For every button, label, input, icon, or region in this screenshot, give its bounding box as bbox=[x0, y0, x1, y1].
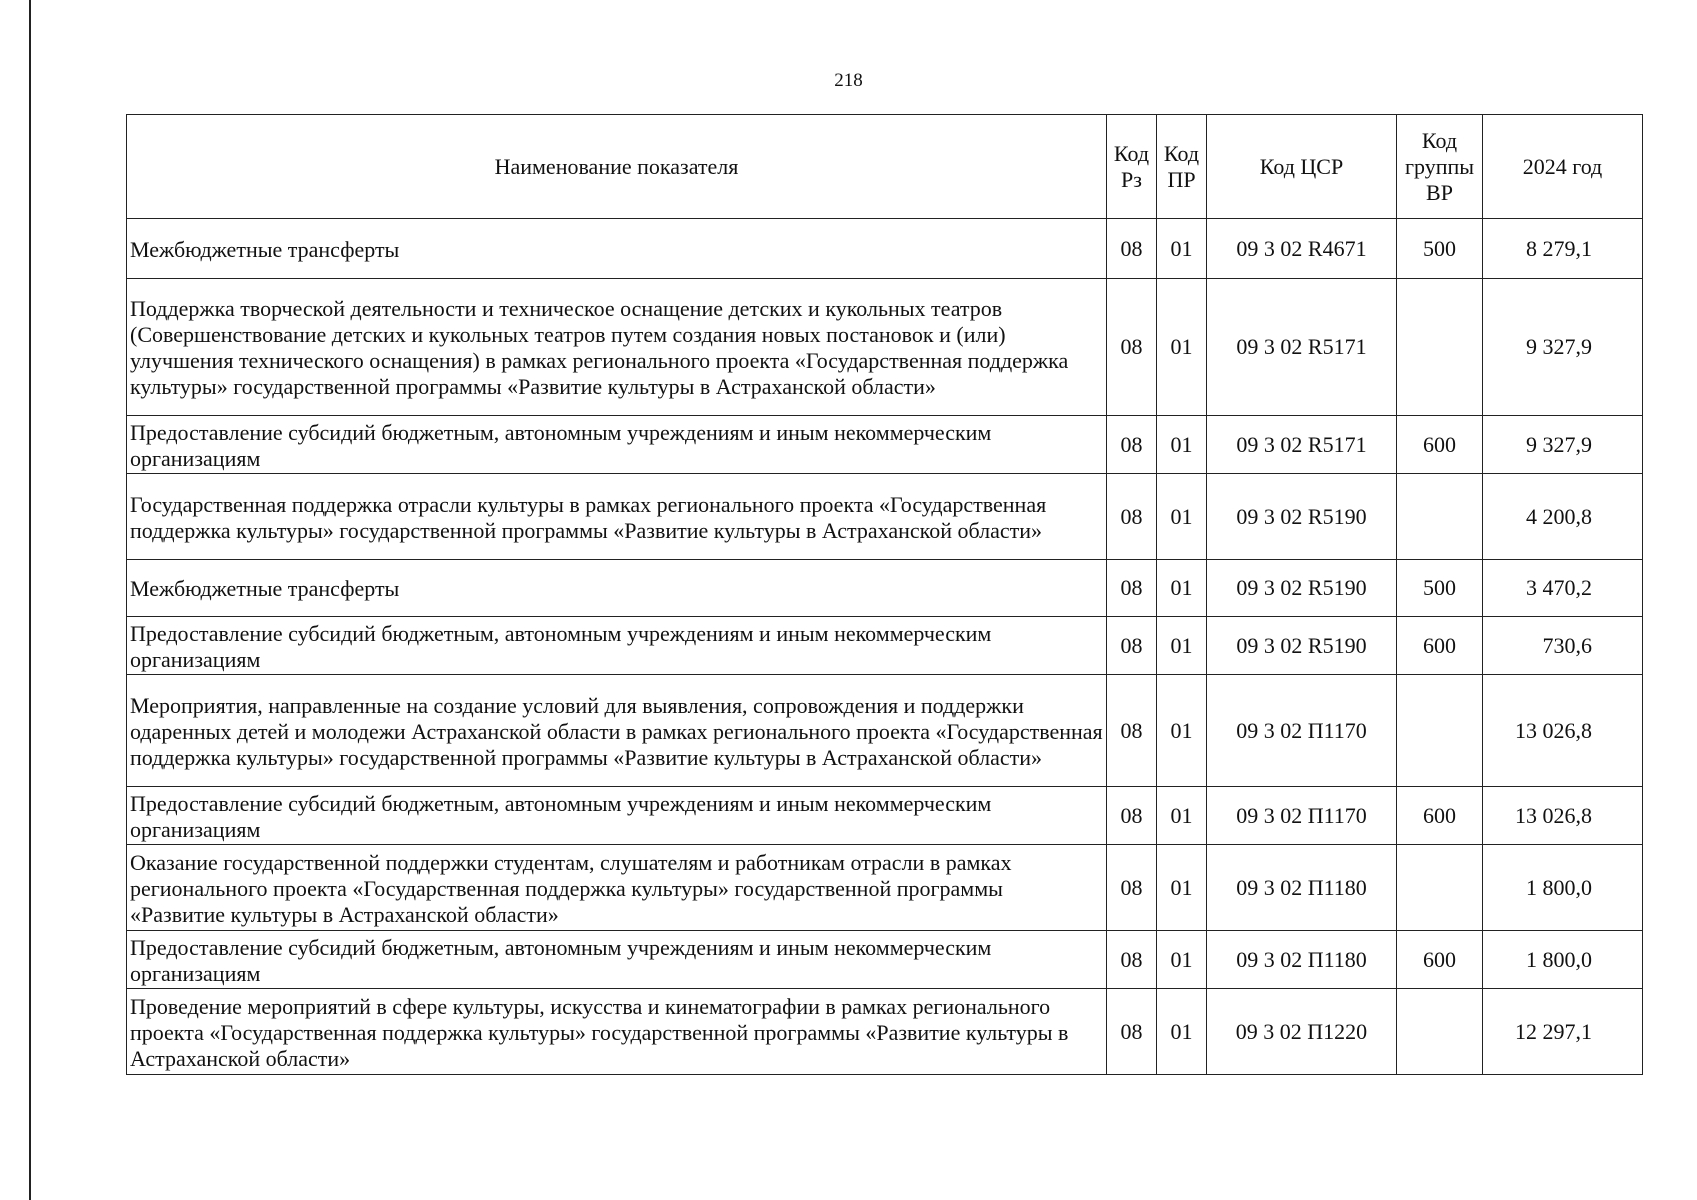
row-name: Предоставление субсидий бюджетным, автономным учреждениям и иным некоммерческим организациям bbox=[127, 617, 1107, 675]
row-csr: 09 3 02 R5190 bbox=[1207, 560, 1397, 617]
row-csr: 09 3 02 П1220 bbox=[1207, 989, 1397, 1075]
row-csr: 09 3 02 П1180 bbox=[1207, 931, 1397, 989]
table-header-row bbox=[127, 115, 1643, 219]
binding-line bbox=[29, 0, 31, 1200]
row-pr: 01 bbox=[1157, 675, 1207, 787]
row-name: Предоставление субсидий бюджетным, автономным учреждениям и иным некоммерческим организациям bbox=[127, 787, 1107, 845]
row-pr: 01 bbox=[1157, 931, 1207, 989]
table-row bbox=[127, 931, 1643, 989]
row-rz: 08 bbox=[1107, 560, 1157, 617]
table-row bbox=[127, 675, 1643, 787]
row-amount: 3 470,2 bbox=[1483, 560, 1643, 617]
header-rz: Код Рз bbox=[1107, 115, 1157, 219]
row-name: Предоставление субсидий бюджетным, автономным учреждениям и иным некоммерческим организациям bbox=[127, 416, 1107, 474]
page-number: 218 bbox=[834, 70, 863, 91]
row-pr: 01 bbox=[1157, 845, 1207, 931]
table-row bbox=[127, 617, 1643, 675]
row-vr bbox=[1397, 279, 1483, 416]
row-vr bbox=[1397, 989, 1483, 1075]
row-pr: 01 bbox=[1157, 416, 1207, 474]
row-name: Предоставление субсидий бюджетным, автономным учреждениям и иным некоммерческим организациям bbox=[127, 931, 1107, 989]
row-rz: 08 bbox=[1107, 989, 1157, 1075]
row-name: Поддержка творческой деятельности и техническое оснащение детских и кукольных театров (Совершенствование детских и кукольных театров путем создания новых постановок и (или) улучшения технического оснащения) в рамках регионального проекта «Государственная поддержка культуры» государственной программы «Развитие культуры в Астраханской области» bbox=[127, 279, 1107, 416]
table-row bbox=[127, 787, 1643, 845]
row-vr: 500 bbox=[1397, 560, 1483, 617]
row-csr: 09 3 02 R5171 bbox=[1207, 279, 1397, 416]
table-row bbox=[127, 416, 1643, 474]
row-csr: 09 3 02 R5190 bbox=[1207, 474, 1397, 560]
row-name: Межбюджетные трансферты bbox=[127, 219, 1107, 279]
table-row bbox=[127, 845, 1643, 931]
row-rz: 08 bbox=[1107, 416, 1157, 474]
row-vr: 600 bbox=[1397, 787, 1483, 845]
row-name: Межбюджетные трансферты bbox=[127, 560, 1107, 617]
row-amount: 12 297,1 bbox=[1483, 989, 1643, 1075]
table-row bbox=[127, 219, 1643, 279]
row-rz: 08 bbox=[1107, 279, 1157, 416]
row-name: Проведение мероприятий в сфере культуры, искусства и кинематографии в рамках регионального проекта «Государственная поддержка культуры» государственной программы «Развитие культуры в Астраханской области» bbox=[127, 989, 1107, 1075]
row-rz: 08 bbox=[1107, 845, 1157, 931]
row-rz: 08 bbox=[1107, 931, 1157, 989]
row-name: Государственная поддержка отрасли культуры в рамках регионального проекта «Государственная поддержка культуры» государственной программы «Развитие культуры в Астраханской области» bbox=[127, 474, 1107, 560]
row-vr: 500 bbox=[1397, 219, 1483, 279]
row-csr: 09 3 02 П1170 bbox=[1207, 675, 1397, 787]
table-row bbox=[127, 560, 1643, 617]
row-pr: 01 bbox=[1157, 279, 1207, 416]
row-csr: 09 3 02 П1170 bbox=[1207, 787, 1397, 845]
row-pr: 01 bbox=[1157, 617, 1207, 675]
row-pr: 01 bbox=[1157, 219, 1207, 279]
row-amount: 4 200,8 bbox=[1483, 474, 1643, 560]
row-amount: 9 327,9 bbox=[1483, 416, 1643, 474]
row-vr: 600 bbox=[1397, 617, 1483, 675]
row-vr: 600 bbox=[1397, 931, 1483, 989]
header-csr: Код ЦСР bbox=[1207, 115, 1397, 219]
row-amount: 730,6 bbox=[1483, 617, 1643, 675]
row-name: Мероприятия, направленные на создание условий для выявления, сопровождения и поддержки одаренных детей и молодежи Астраханской области в рамках регионального проекта «Государственная поддержка культуры» государственной программы «Развитие культуры в Астраханской области» bbox=[127, 675, 1107, 787]
header-year: 2024 год bbox=[1483, 115, 1643, 219]
row-rz: 08 bbox=[1107, 675, 1157, 787]
table-row bbox=[127, 989, 1643, 1075]
row-csr: 09 3 02 R4671 bbox=[1207, 219, 1397, 279]
row-rz: 08 bbox=[1107, 787, 1157, 845]
row-amount: 9 327,9 bbox=[1483, 279, 1643, 416]
row-vr bbox=[1397, 474, 1483, 560]
row-rz: 08 bbox=[1107, 219, 1157, 279]
row-csr: 09 3 02 П1180 bbox=[1207, 845, 1397, 931]
row-amount: 1 800,0 bbox=[1483, 845, 1643, 931]
row-csr: 09 3 02 R5190 bbox=[1207, 617, 1397, 675]
header-vr: Код группы ВР bbox=[1397, 115, 1483, 219]
row-amount: 8 279,1 bbox=[1483, 219, 1643, 279]
row-rz: 08 bbox=[1107, 617, 1157, 675]
table-row bbox=[127, 279, 1643, 416]
header-name: Наименование показателя bbox=[127, 115, 1107, 219]
row-pr: 01 bbox=[1157, 989, 1207, 1075]
row-pr: 01 bbox=[1157, 474, 1207, 560]
row-amount: 1 800,0 bbox=[1483, 931, 1643, 989]
row-amount: 13 026,8 bbox=[1483, 675, 1643, 787]
row-vr: 600 bbox=[1397, 416, 1483, 474]
row-pr: 01 bbox=[1157, 560, 1207, 617]
row-csr: 09 3 02 R5171 bbox=[1207, 416, 1397, 474]
header-pr: Код ПР bbox=[1157, 115, 1207, 219]
row-rz: 08 bbox=[1107, 474, 1157, 560]
row-pr: 01 bbox=[1157, 787, 1207, 845]
row-name: Оказание государственной поддержки студентам, слушателям и работникам отрасли в рамках регионального проекта «Государственная поддержка культуры» государственной программы «Развитие культуры в Астраханской области» bbox=[127, 845, 1107, 931]
row-vr bbox=[1397, 675, 1483, 787]
table-row bbox=[127, 474, 1643, 560]
row-vr bbox=[1397, 845, 1483, 931]
row-amount: 13 026,8 bbox=[1483, 787, 1643, 845]
budget-table bbox=[126, 114, 1643, 1075]
